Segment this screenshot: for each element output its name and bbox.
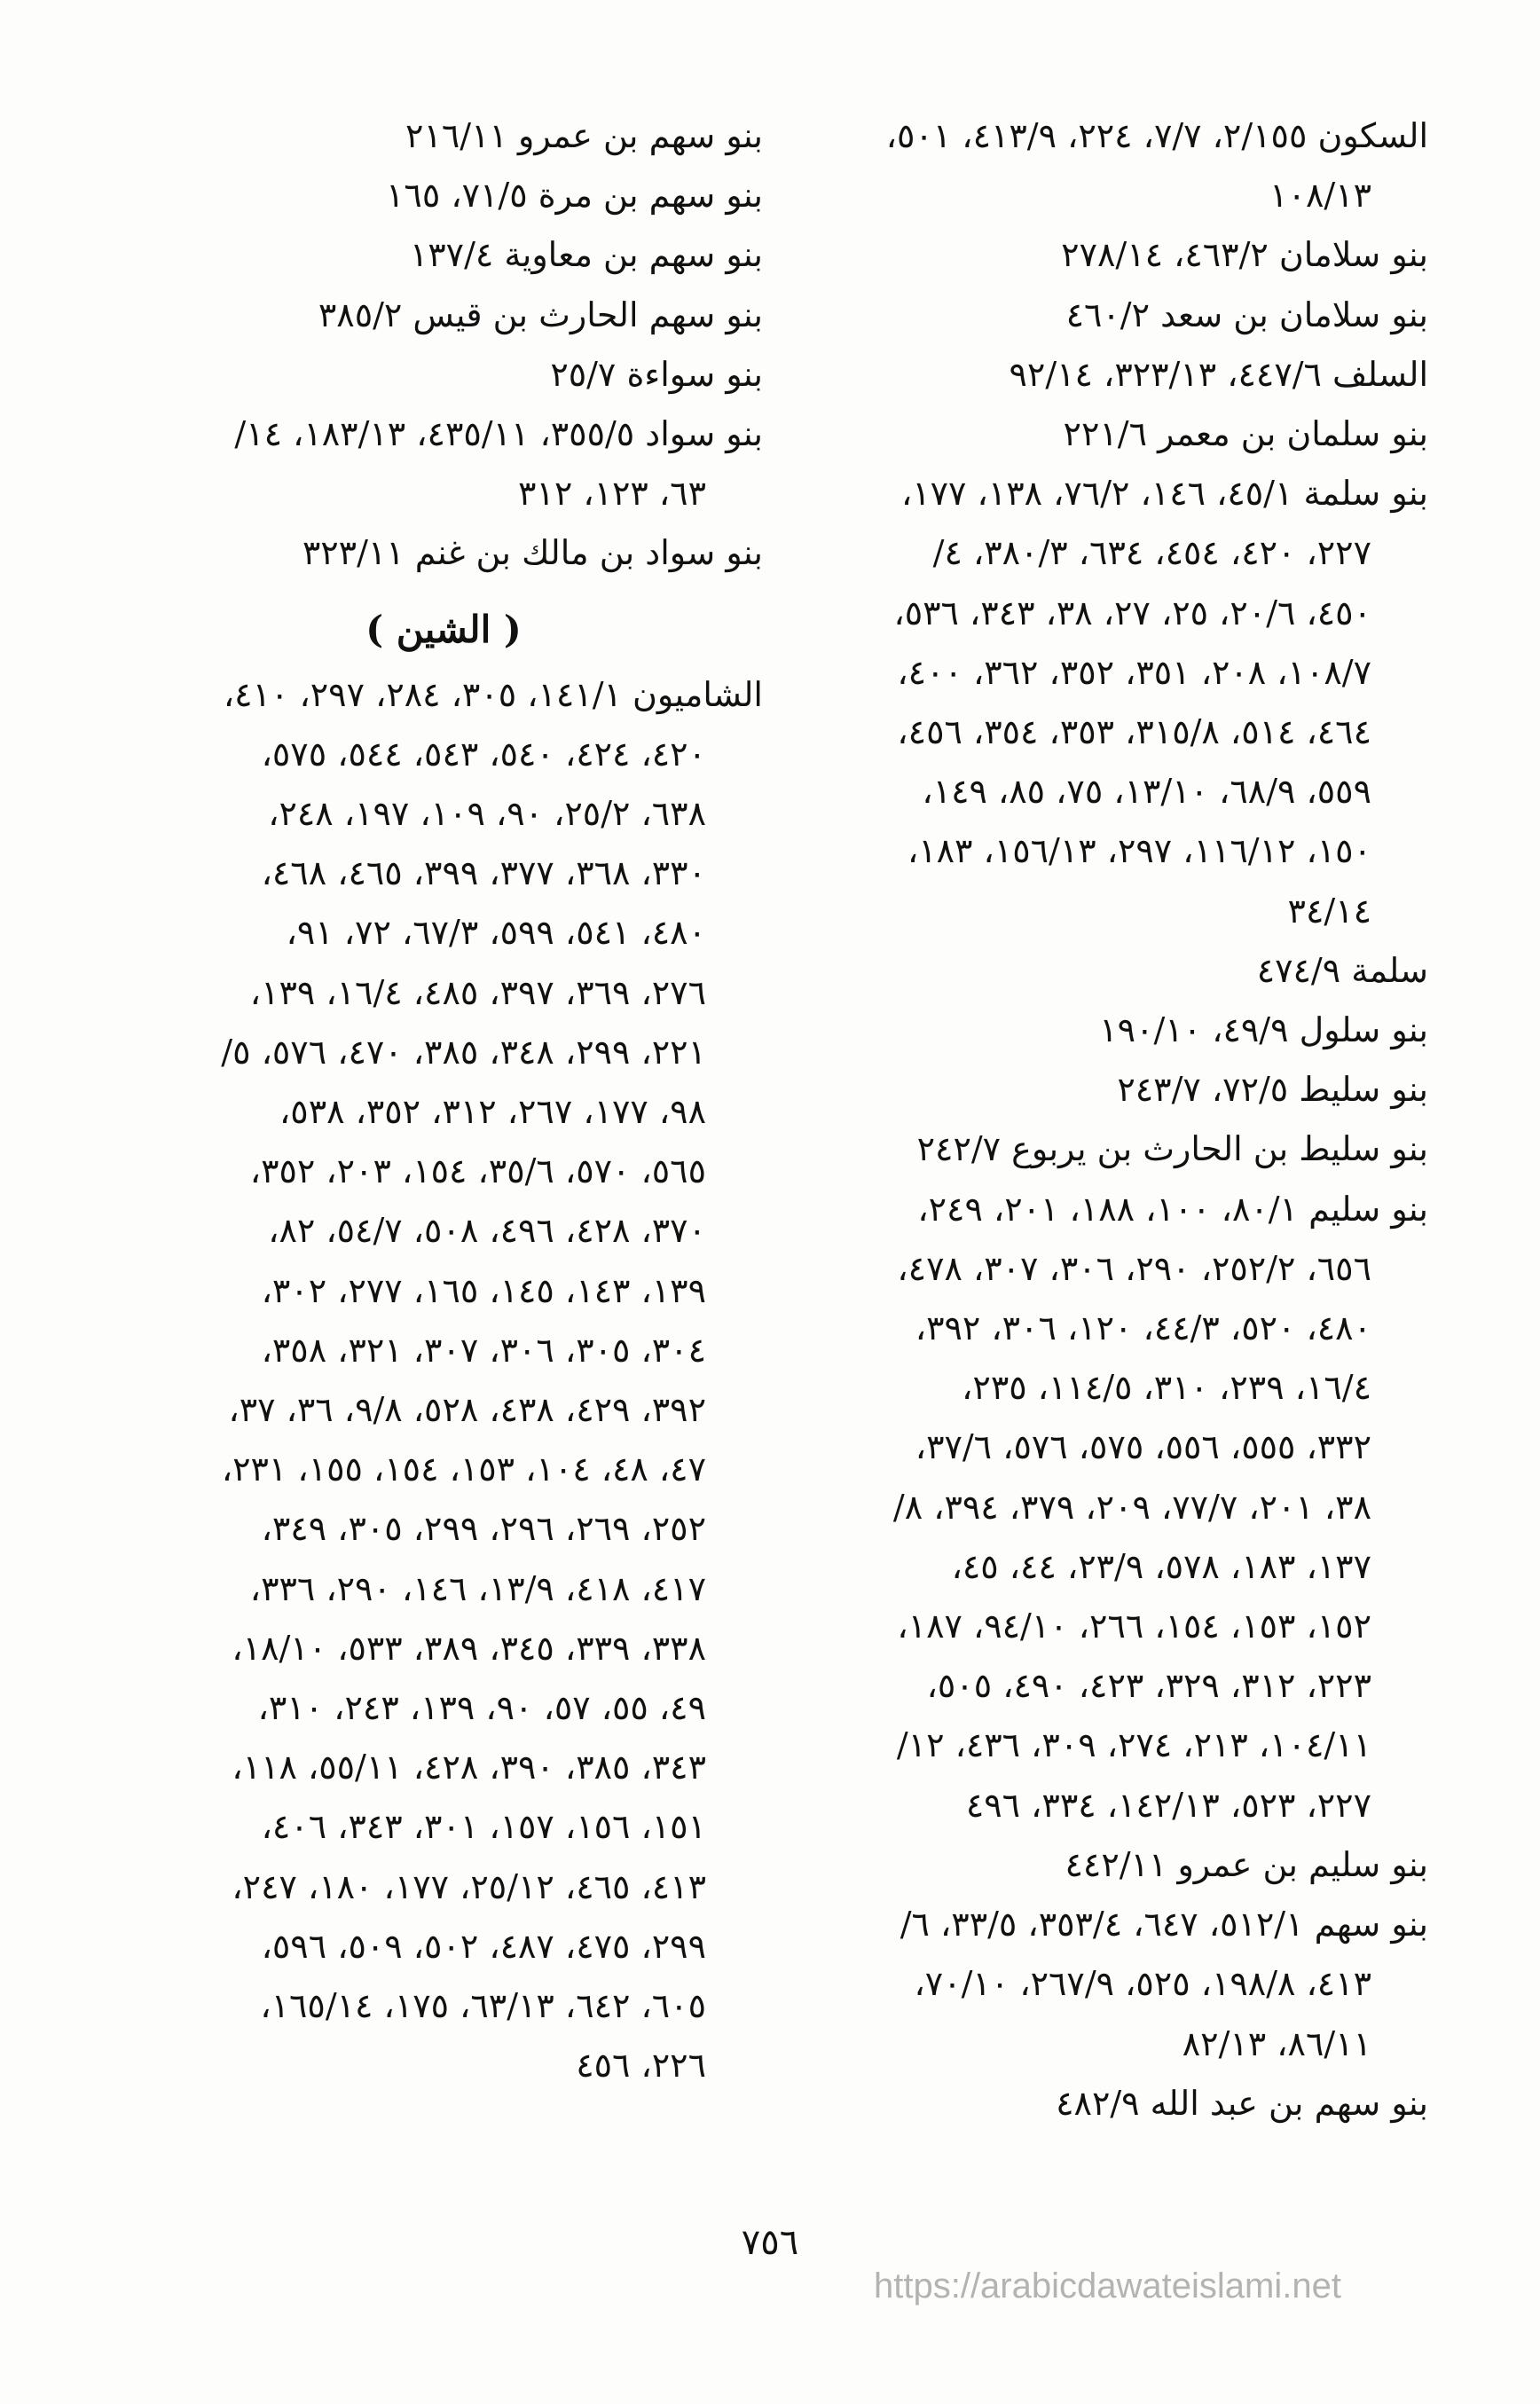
entry-continuation-line: ٤١٣، ١٩٨/٨، ٥٢٥، ٢٦٧/٩، ٧٠/١٠، [914, 1964, 1371, 2004]
entry-continuation-line: ٤٧، ٤٨، ١٠٤، ١٥٣، ١٥٤، ١٥٥، ٢٣١، [221, 1449, 706, 1489]
index-entry [124, 166, 763, 225]
entry-continuation-line: ١٥٠، ١١٦/١٢، ٢٩٧، ١٥٦/١٣، ١٨٣، [907, 831, 1371, 871]
index-entry [790, 464, 1428, 941]
index-entry [124, 665, 763, 2096]
index-entry [790, 405, 1428, 464]
entry-continuation-line: ١٠٨/٧، ٢٠٨، ٣٥١، ٣٥٢، ٣٦٢، ٤٠٠، [897, 652, 1371, 692]
index-entry [124, 523, 763, 583]
entry-continuation-line: ٣٩٢، ٤٢٩، ٤٣٨، ٥٢٨، ٩/٨، ٣٦، ٣٧، [228, 1390, 706, 1430]
entry-continuation-line: ٤٨٠، ٥٢٠، ٤٤/٣، ١٢٠، ٣٠٦، ٣٩٢، [915, 1308, 1371, 1348]
entry-continuation-line: ٣٠٤، ٣٠٥، ٣٠٦، ٣٠٧، ٣٢١، ٣٥٨، [261, 1330, 706, 1370]
index-entry [790, 1001, 1428, 1060]
index-entry [124, 225, 763, 285]
entry-continuation-line: ٤٨٠، ٥٤١، ٥٩٩، ٦٧/٣، ٧٢، ٩١، [286, 913, 706, 953]
index-entry [790, 286, 1428, 345]
entry-line: السلف ٤٤٧/٦، ٣٢٣/١٣، ٩٢/١٤ [1009, 354, 1428, 394]
index-column-left [124, 106, 763, 2096]
entry-continuation-line: ٦٣، ١٢٣، ٣١٢ [518, 474, 706, 514]
entry-continuation-line: ٨٦/١١، ٨٢/١٣ [1182, 2023, 1371, 2063]
entry-line: بنو سواد بن مالك بن غنم ٣٢٣/١١ [302, 533, 763, 573]
index-entry [790, 941, 1428, 1001]
entry-continuation-line: ٤٩، ٥٥، ٥٧، ٩٠، ١٣٩، ٢٤٣، ٣١٠، [257, 1688, 706, 1728]
section-heading: ( الشين ) [365, 607, 522, 651]
index-entry [124, 106, 763, 166]
entry-line: بنو سهم بن معاوية ١٣٧/٤ [409, 235, 763, 275]
entry-continuation-line: ٦٥٦، ٢٥٢/٢، ٢٩٠، ٣٠٦، ٣٠٧، ٤٧٨، [897, 1248, 1371, 1288]
entry-continuation-line: ١٣٩، ١٤٣، ١٤٥، ١٦٥، ٢٧٧، ٣٠٢، [261, 1270, 706, 1310]
entry-continuation-line: ٥٦٥، ٥٧٠، ٣٥/٦، ١٥٤، ٢٠٣، ٣٥٢، [249, 1151, 706, 1191]
entry-line: بنو سلمان بن معمر ٢٢١/٦ [1063, 414, 1428, 454]
entry-continuation-line: ٣٨، ٢٠١، ٧٧/٧، ٢٠٩، ٣٧٩، ٣٩٤، ٨/ [892, 1487, 1371, 1527]
entry-line: بنو سليط ٧٢/٥، ٢٤٣/٧ [1117, 1070, 1428, 1110]
entry-continuation-line: ٤٥٠، ٢٠/٦، ٢٥، ٢٧، ٣٨، ٣٤٣، ٥٣٦، [893, 593, 1371, 632]
index-entry [124, 405, 763, 523]
entry-line: بنو سهم بن عمرو ٢١٦/١١ [405, 116, 763, 155]
entry-line: بنو سهم بن عبد الله ٤٨٢/٩ [1056, 2083, 1428, 2123]
entry-continuation-line: ٦٣٨، ٢٥/٢، ٩٠، ١٠٩، ١٩٧، ٢٤٨، [268, 794, 706, 834]
entry-continuation-line: ٢٩٩، ٤٧٥، ٤٨٧، ٥٠٢، ٥٠٩، ٥٩٦، [261, 1926, 706, 1966]
entry-continuation-line: ٩٨، ١٧٧، ٢٦٧، ٣١٢، ٣٥٢، ٥٣٨، [279, 1092, 706, 1132]
entry-continuation-line: ٣٣٨، ٣٣٩، ٣٤٥، ٣٨٩، ٥٣٣، ١٨/١٠، [232, 1628, 706, 1668]
entry-continuation-line: ٤١٣، ٤٦٥، ٢٥/١٢، ١٧٧، ١٨٠، ٢٤٧، [232, 1866, 706, 1906]
entry-line: بنو سليم بن عمرو ٤٤٢/١١ [1065, 1844, 1428, 1884]
entry-continuation-line: ٤٦٤، ٥١٤، ٣١٥/٨، ٣٥٣، ٣٥٤، ٤٥٦، [897, 712, 1371, 752]
entry-line: بنو سهم ٥١٢/١، ٦٤٧، ٣٥٣/٤، ٣٣/٥، ٦/ [900, 1905, 1428, 1944]
entry-line: بنو سلول ٤٩/٩، ١٩٠/١٠ [1099, 1010, 1428, 1050]
index-entry [790, 1060, 1428, 1120]
index-entry [124, 286, 763, 345]
entry-line: بنو سلامان ٤٦٣/٢، ٢٧٨/١٤ [1061, 235, 1428, 275]
entry-continuation-line: ٢٧٦، ٣٦٩، ٣٩٧، ٤٨٥، ١٦/٤، ١٣٩، [249, 972, 706, 1012]
entry-line: بنو سليم ٨٠/١، ١٠٠، ١٨٨، ٢٠١، ٢٤٩، [917, 1189, 1428, 1229]
entry-line: بنو سهم الحارث بن قيس ٣٨٥/٢ [318, 295, 763, 334]
entry-continuation-line: ٢٢٦، ٤٥٦ [576, 2046, 706, 2086]
entry-continuation-line: ٤٢٠، ٤٢٤، ٥٤٠، ٥٤٣، ٥٤٤، ٥٧٥، [261, 734, 706, 774]
entry-continuation-line: ٢٢٧، ٤٢٠، ٤٥٤، ٦٣٤، ٣٨٠/٣، ٤/ [932, 533, 1371, 573]
entry-line: بنو سواءة ٢٥/٧ [550, 354, 763, 394]
entry-continuation-line: ١٣٧، ١٨٣، ٥٧٨، ٢٣/٩، ٤٤، ٤٥، [951, 1546, 1371, 1586]
entry-continuation-line: ٣٧٠، ٤٢٨، ٤٩٦، ٥٠٨، ٥٤/٧، ٨٢، [268, 1211, 706, 1251]
index-entry [790, 2074, 1428, 2133]
entry-continuation-line: ٤١٧، ٤١٨، ١٣/٩، ١٤٦، ٢٩٠، ٣٣٦، [249, 1568, 706, 1608]
entry-line: سلمة ٤٧٤/٩ [1256, 950, 1428, 990]
entry-continuation-line: ٣٤٣، ٣٨٥، ٣٩٠، ٤٢٨، ٥٥/١١، ١١٨، [232, 1748, 706, 1787]
index-entry [790, 1120, 1428, 1179]
entry-continuation-line: ٢٥٢، ٢٦٩، ٢٩٦، ٢٩٩، ٣٠٥، ٣٤٩، [261, 1509, 706, 1549]
entry-continuation-line: ٦٠٥، ٦٤٢، ٦٣/١٣، ١٧٥، ١٦٥/١٤، [260, 1986, 706, 2026]
entry-continuation-line: ٢٢٣، ٣١٢، ٣٢٩، ٤٢٣، ٤٩٠، ٥٠٥، [926, 1666, 1371, 1706]
index-entry [790, 1895, 1428, 2074]
entry-continuation-line: ٣٤/١٤ [1287, 891, 1371, 931]
index-entry [124, 345, 763, 405]
entry-continuation-line: ١٠٤/١١، ٢١٣، ٢٧٤، ٣٠٩، ٤٣٦، ١٢/ [896, 1725, 1371, 1765]
entry-continuation-line: ٣٣٢، ٥٥٥، ٥٥٦، ٥٧٥، ٥٧٦، ٣٧/٦، [915, 1427, 1371, 1467]
entry-continuation-line: ٢٢٧، ٥٢٣، ١٤٢/١٣، ٣٣٤، ٤٩٦ [965, 1785, 1371, 1825]
entry-line: بنو سلامان بن سعد ٤٦٠/٢ [1065, 295, 1428, 334]
index-entry [790, 1180, 1428, 1835]
index-column-right [790, 106, 1428, 2133]
entry-continuation-line: ٢٢١، ٢٩٩، ٣٤٨، ٣٨٥، ٤٧٠، ٥٧٦، ٥/ [221, 1032, 706, 1072]
entry-line: السكون ٢/١٥٥، ٧/٧، ٢٢٤، ٤١٣/٩، ٥٠١، [885, 116, 1428, 155]
entry-line: بنو سليط بن الحارث بن يربوع ٢٤٢/٧ [916, 1129, 1428, 1169]
entry-line: الشاميون ١٤١/١، ٣٠٥، ٢٨٤، ٢٩٧، ٤١٠، [223, 674, 763, 714]
entry-continuation-line: ١٥٢، ١٥٣، ١٥٤، ٢٦٦، ٩٤/١٠، ١٨٧، [897, 1607, 1371, 1646]
index-entry [790, 345, 1428, 405]
index-entry [790, 225, 1428, 285]
index-entry [790, 1835, 1428, 1895]
entry-continuation-line: ١٠٨/١٣ [1269, 176, 1371, 216]
entry-continuation-line: ١٦/٤، ٢٣٩، ٣١٠، ١١٤/٥، ٢٣٥، [962, 1368, 1371, 1408]
entry-line: بنو سهم بن مرة ٧١/٥، ١٦٥ [386, 176, 763, 216]
entry-line: بنو سلمة ٤٥/١، ١٤٦، ٧٦/٢، ١٣٨، ١٧٧، [900, 474, 1428, 514]
entry-line: بنو سواد ٣٥٥/٥، ٤٣٥/١١، ١٨٣/١٣، ١٤/ [234, 414, 763, 454]
entry-continuation-line: ٥٥٩، ٦٨/٩، ١٣/١٠، ٧٥، ٨٥، ١٤٩، [922, 772, 1371, 812]
entry-continuation-line: ٣٣٠، ٣٦٨، ٣٧٧، ٣٩٩، ٤٦٥، ٤٦٨، [261, 853, 706, 893]
index-entry [790, 106, 1428, 225]
watermark-url: https://arabicdawateislami.net [874, 2267, 1341, 2306]
entry-continuation-line: ١٥١، ١٥٦، ١٥٧، ٣٠١، ٣٤٣، ٤٠٦، [261, 1807, 706, 1847]
page-number: ٧٥٦ [741, 2222, 799, 2263]
